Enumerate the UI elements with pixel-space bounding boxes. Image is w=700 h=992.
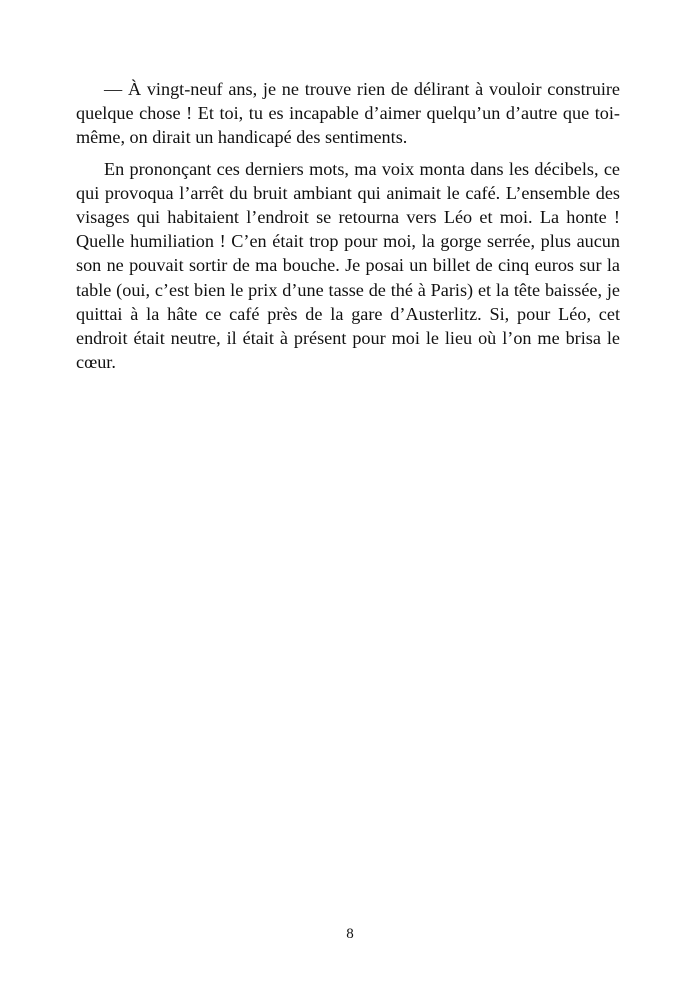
page-number: 8: [346, 926, 354, 942]
paragraph-dialogue: — À vingt-neuf ans, je ne trouve rien de délirant à vouloir construire quelque chose ! Et toi, tu es incapable d’aimer quelqu’un d’autre que toi-même, on dirait un handicapé des sentiments.: [76, 79, 620, 148]
paragraph-narration: En prononçant ces derniers mots, ma voix monta dans les décibels, ce qui provoqua l’arrêt du bruit ambiant qui animait le café. L’ensemble des visages qui habitaient l’endroit se retourna vers Léo et moi. La honte ! Quelle humiliation ! C’en était trop pour moi, la gorge serrée, plus aucun son ne pouvait sortir de ma bouche. Je posai un billet de cinq euros sur la table (oui, c’est bien le prix d’une tasse de thé à Paris) et la tête baissée, je quittai à la hâte ce café près de la gare d’Austerlitz. Si, pour Léo, cet endroit était neutre, il était à présent pour moi le lieu où l’on me brisa le cœur.: [76, 158, 620, 373]
body-text: [76, 77, 620, 381]
